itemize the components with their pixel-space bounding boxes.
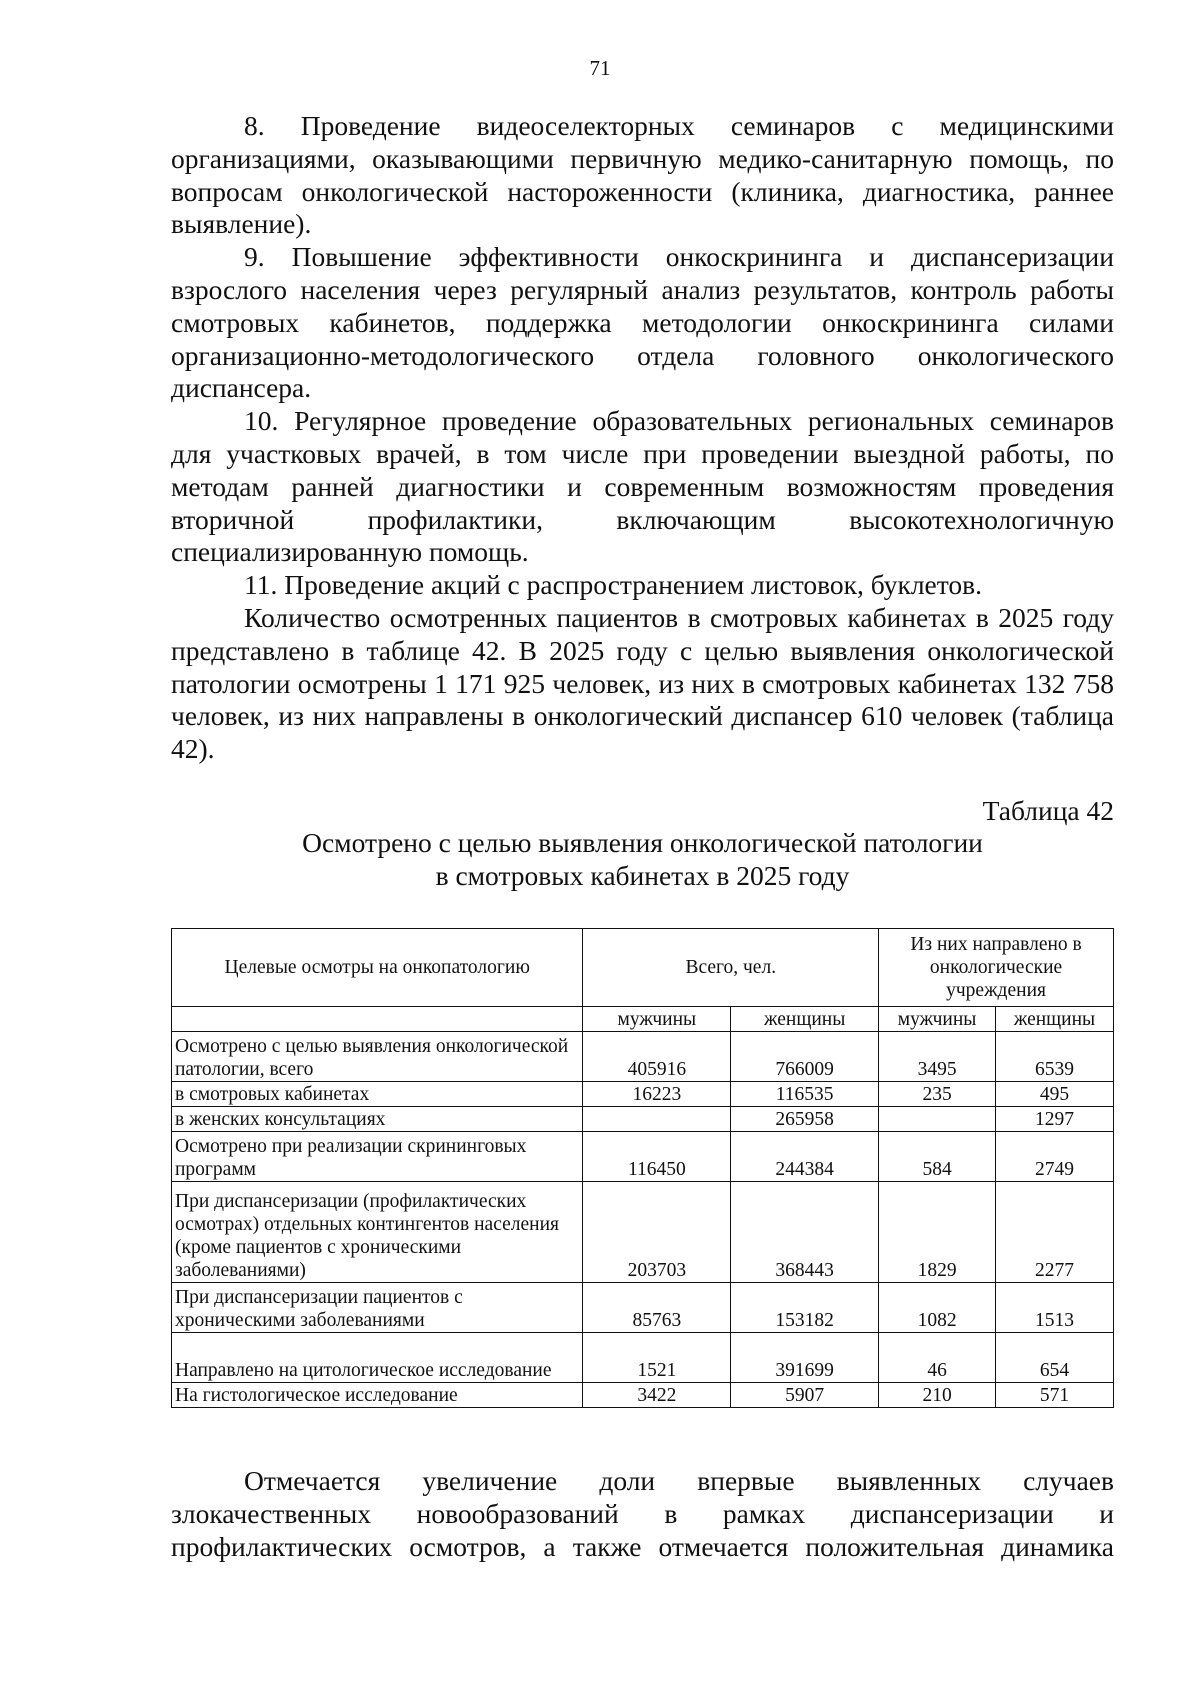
paragraph-item-8: 8. Проведение видеоселекторных семинаров с медицинскими организациями, оказывающими первичную медико-санитарную помощь, по вопросам онкологической настороженности (клиника, диагностика, раннее выявление). [171, 110, 1114, 240]
cell-men-referred: 46 [879, 1333, 996, 1383]
cell-men-total [583, 1107, 731, 1132]
row-label: На гистологическое исследование [172, 1383, 583, 1408]
cell-women-referred: 6539 [996, 1032, 1114, 1082]
cell-women-referred: 1513 [996, 1283, 1114, 1333]
cell-men-total: 1521 [583, 1333, 731, 1383]
table-title-line-1: Осмотрено с целью выявления онкологической патологии [302, 827, 983, 858]
table-row [172, 1333, 1114, 1383]
cell-women-referred: 2277 [996, 1182, 1114, 1283]
cell-men-referred: 3495 [879, 1032, 996, 1082]
cell-women-total: 265958 [731, 1107, 879, 1132]
cell-women-referred: 571 [996, 1383, 1114, 1408]
table-row [172, 1082, 1114, 1107]
cell-women-referred: 654 [996, 1333, 1114, 1383]
table-row [172, 1132, 1114, 1182]
cell-men-total: 203703 [583, 1182, 731, 1283]
cell-men-referred: 1829 [879, 1182, 996, 1283]
table-subheader-row [172, 1007, 1114, 1032]
cell-women-referred: 1297 [996, 1107, 1114, 1132]
table-row [172, 1283, 1114, 1333]
subheader-women-referred: женщины [996, 1007, 1114, 1032]
row-label: в смотровых кабинетах [172, 1082, 583, 1107]
cell-men-referred [879, 1107, 996, 1132]
cell-men-total: 85763 [583, 1283, 731, 1333]
cell-men-total: 16223 [583, 1082, 731, 1107]
paragraph-item-10: 10. Регулярное проведение образовательных региональных семинаров для участковых врачей, в том числе при проведении выездной работы, по методам ранней диагностики и современным возможностям проведения вторичной профилактики, включающим высокотехнологичную специализированную помощь. [171, 405, 1114, 568]
table-title-line-2: в смотровых кабинетах в 2025 году [435, 859, 850, 891]
table-label: Таблица 42 [982, 795, 1114, 826]
subheader-women-total: женщины [731, 1007, 879, 1032]
subheader-men-total: мужчины [583, 1007, 731, 1032]
page-number: 71 [589, 56, 611, 80]
cell-women-total: 368443 [731, 1182, 879, 1283]
cell-women-total: 116535 [731, 1082, 879, 1107]
table-row [172, 1383, 1114, 1408]
cell-women-referred: 495 [996, 1082, 1114, 1107]
row-label: в женских консультациях [172, 1107, 583, 1132]
body-text [171, 110, 1114, 766]
row-label: При диспансеризации пациентов с хроническими заболеваниями [172, 1283, 583, 1333]
table-row [172, 1032, 1114, 1082]
subheader-men-referred: мужчины [879, 1007, 996, 1032]
paragraph-closing: Отмечается увеличение доли впервые выявленных случаев злокачественных новообразований в рамках диспансеризации и профилактических осмотров, а также отмечается положительная динамика [171, 1465, 1114, 1562]
row-label: Осмотрено при реализации скрининговых программ [172, 1132, 583, 1182]
table-title [171, 827, 1114, 892]
header-total: Всего, чел. [583, 929, 879, 1007]
header-referred: Из них направлено в онкологические учреждения [879, 929, 1114, 1007]
cell-women-total: 5907 [731, 1383, 879, 1408]
table-row [172, 1182, 1114, 1283]
subheader-empty [172, 1007, 583, 1032]
cell-women-total: 391699 [731, 1333, 879, 1383]
cell-men-total: 3422 [583, 1383, 731, 1408]
row-label: Направлено на цитологическое исследование [172, 1333, 583, 1383]
cell-men-referred: 210 [879, 1383, 996, 1408]
screening-table [171, 928, 1114, 1408]
cell-men-referred: 1082 [879, 1283, 996, 1333]
table-row [172, 1107, 1114, 1132]
cell-women-referred: 2749 [996, 1132, 1114, 1182]
cell-women-total: 153182 [731, 1283, 879, 1333]
paragraph-item-9: 9. Повышение эффективности онкоскрининга и диспансеризации взрослого населения через регулярный анализ результатов, контроль работы смотровых кабинетов, поддержка методологии онкоскрининга силами организационно-методологического отдела головного онкологического диспансера. [171, 241, 1114, 404]
cell-women-total: 244384 [731, 1132, 879, 1182]
cell-men-total: 116450 [583, 1132, 731, 1182]
closing-text [171, 1465, 1114, 1563]
cell-men-referred: 235 [879, 1082, 996, 1107]
cell-men-referred: 584 [879, 1132, 996, 1182]
cell-men-total: 405916 [583, 1032, 731, 1082]
paragraph-table-intro: Количество осмотренных пациентов в смотровых кабинетах в 2025 году представлено в таблице 42. В 2025 году с целью выявления онкологической патологии осмотрены 1 171 925 человек, из них в смотровых кабинетах 132 758 человек, из них направлены в онкологический диспансер 610 человек (таблица 42). [171, 601, 1114, 765]
row-label: Осмотрено с целью выявления онкологической патологии, всего [172, 1032, 583, 1082]
cell-women-total: 766009 [731, 1032, 879, 1082]
paragraph-item-11: 11. Проведение акций с распространением листовок, буклетов. [244, 569, 983, 601]
table-header-row [172, 929, 1114, 1007]
header-target-exams: Целевые осмотры на онкопатологию [172, 929, 583, 1007]
row-label: При диспансеризации (профилактических осмотрах) отдельных контингентов населения (кроме пациентов с хроническими заболеваниями) [172, 1182, 583, 1283]
